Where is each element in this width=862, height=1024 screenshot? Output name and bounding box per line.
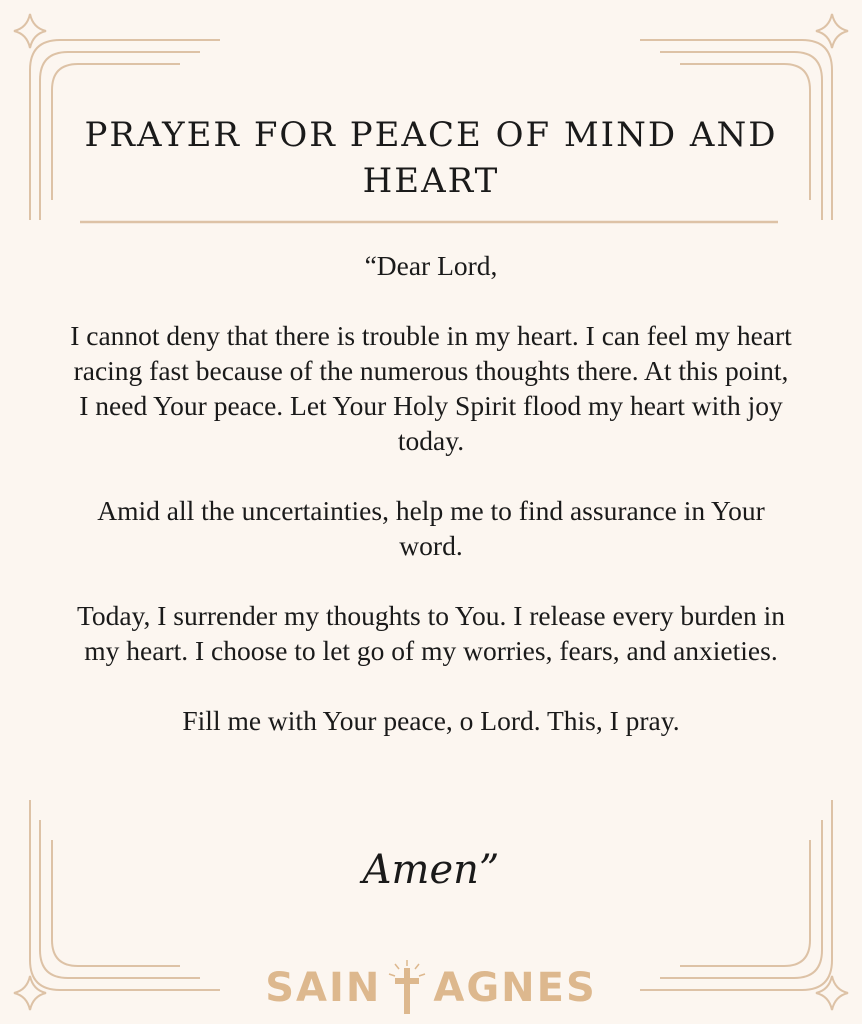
prayer-paragraph: Fill me with Your peace, o Lord. This, I pray. bbox=[182, 705, 680, 736]
brand-logo bbox=[0, 958, 862, 1018]
prayer-paragraph: Today, I surrender my thoughts to You. I release every burden in my heart. I choose to let go of my worries, fears, and anxieties. bbox=[76, 600, 786, 666]
salutation: “Dear Lord, bbox=[364, 250, 498, 281]
brand-text-left: SAIN bbox=[265, 965, 382, 1011]
brand-text-right: AGNES bbox=[433, 965, 597, 1011]
prayer-paragraph: Amid all the uncertainties, help me to find assurance in Your word. bbox=[97, 495, 765, 561]
cross-icon bbox=[385, 958, 429, 1018]
prayer-body bbox=[70, 248, 792, 773]
prayer-title: PRAYER FOR PEACE OF MIND AND HEART bbox=[84, 115, 778, 201]
closing-amen: Amen” bbox=[362, 847, 500, 893]
prayer-paragraph: I cannot deny that there is trouble in my heart. I can feel my heart racing fast because of the numerous thoughts there. At this point, I need Your peace. Let Your Holy Spirit flood my heart with joy today. bbox=[70, 320, 792, 456]
